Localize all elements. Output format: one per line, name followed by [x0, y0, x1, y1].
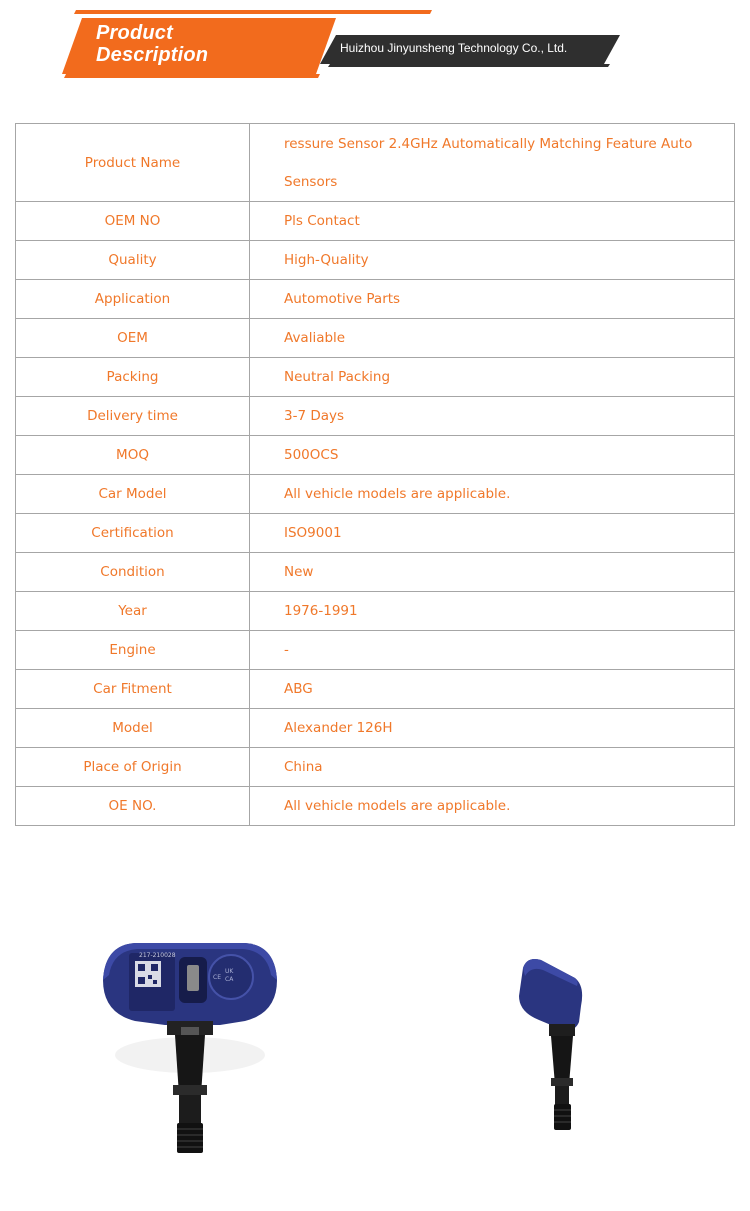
table-row: [16, 670, 735, 709]
row-value: Avaliable: [250, 319, 735, 358]
row-value: -: [250, 631, 735, 670]
table-row: [16, 709, 735, 748]
row-label: Certification: [16, 514, 250, 553]
table-row: [16, 319, 735, 358]
sensor-code-text: 217-210028: [139, 952, 176, 959]
spec-table: [15, 123, 735, 826]
table-row: [16, 748, 735, 787]
table-row: [16, 631, 735, 670]
row-value: All vehicle models are applicable.: [250, 787, 735, 826]
table-row: [16, 241, 735, 280]
row-label: OEM: [16, 319, 250, 358]
header-banner: [0, 0, 750, 90]
table-row: [16, 553, 735, 592]
row-value: 500OCS: [250, 436, 735, 475]
table-row: [16, 202, 735, 241]
row-value: 1976-1991: [250, 592, 735, 631]
row-label: MOQ: [16, 436, 250, 475]
row-value: China: [250, 748, 735, 787]
table-row: [16, 592, 735, 631]
table-row: [16, 787, 735, 826]
table-row: [16, 358, 735, 397]
mark-uk: UK: [225, 968, 234, 975]
table-row: [16, 514, 735, 553]
row-label: Year: [16, 592, 250, 631]
row-value: Neutral Packing: [250, 358, 735, 397]
row-value: ISO9001: [250, 514, 735, 553]
row-label: Model: [16, 709, 250, 748]
row-value: Alexander 126H: [250, 709, 735, 748]
sensor-side-photo: [505, 950, 595, 1140]
table-row: [16, 475, 735, 514]
mark-ca: CA: [225, 976, 234, 983]
row-label: Delivery time: [16, 397, 250, 436]
row-label: OE NO.: [16, 787, 250, 826]
row-label: Packing: [16, 358, 250, 397]
banner-title-line1: Product: [96, 22, 173, 44]
row-value: ABG: [250, 670, 735, 709]
row-label: Car Fitment: [16, 670, 250, 709]
row-label: Quality: [16, 241, 250, 280]
row-value: Pls Contact: [250, 202, 735, 241]
table-row: [16, 124, 735, 202]
sensor-front-photo: [95, 935, 285, 1160]
row-label: Condition: [16, 553, 250, 592]
table-row: [16, 436, 735, 475]
row-value: 3-7 Days: [250, 397, 735, 436]
banner-title: [96, 22, 208, 66]
row-value: All vehicle models are applicable.: [250, 475, 735, 514]
row-label: Product Name: [16, 124, 250, 202]
mark-ce: CE: [213, 974, 221, 981]
row-value: ressure Sensor 2.4GHz Automatically Matching Feature Auto Sensors: [250, 124, 735, 202]
banner-title-line2: Description: [96, 44, 209, 66]
company-name: Huizhou Jinyunsheng Technology Co., Ltd.: [340, 41, 568, 55]
table-row: [16, 280, 735, 319]
row-label: OEM NO: [16, 202, 250, 241]
table-row: [16, 397, 735, 436]
row-value: Automotive Parts: [250, 280, 735, 319]
row-label: Place of Origin: [16, 748, 250, 787]
row-value: High-Quality: [250, 241, 735, 280]
row-label: Car Model: [16, 475, 250, 514]
row-label: Engine: [16, 631, 250, 670]
row-label: Application: [16, 280, 250, 319]
row-value: New: [250, 553, 735, 592]
